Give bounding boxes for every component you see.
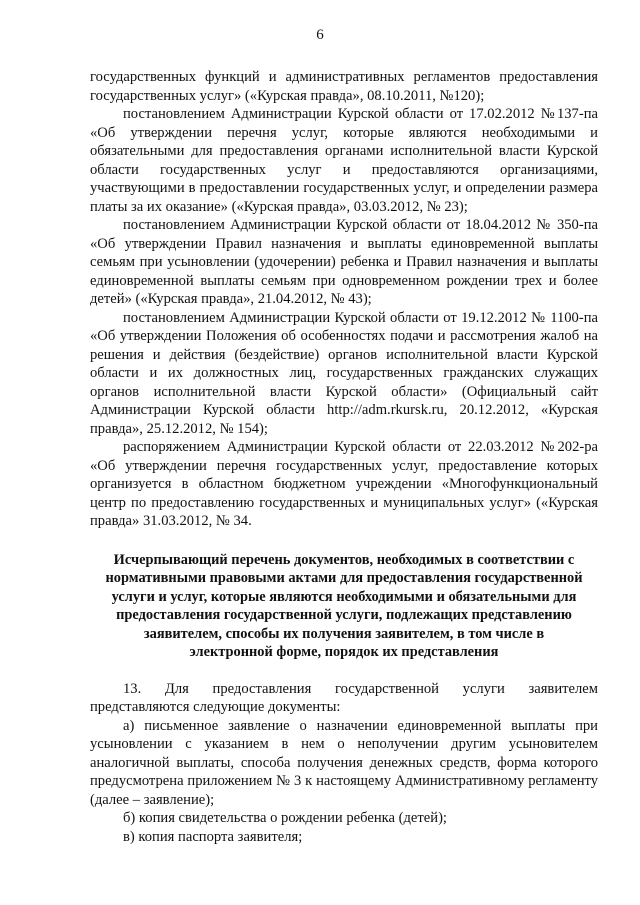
paragraph-legal-reference: постановлением Администрации Курской области от 19.12.2012 № 1100-па «Об утверждении Положения об особенностях подачи и рассмотрения жалоб на решения и действия (бездействие) органов исполнительной власти Курской области и их должностных лиц, государственных гражданских служащих органов исполнительной власти Курской области» (Официальный сайт Администрации Курской области http://adm.rkursk.ru, 20.12.2012, «Курская правда», 25.12.2012, № 154); xyxy=(90,309,598,437)
paragraph-legal-reference: постановлением Администрации Курской области от 17.02.2012 №137-па «Об утверждении перечня услуг, которые являются необходимыми и обязательными для предоставления органами исполнительной власти Курской области государственных услуг и предоставляются организациями, участвующими в предоставлении государственных услуг, и определении размера платы за их оказание» («Курская правда», 03.03.2012, № 23); xyxy=(90,106,598,215)
list-item-c: в) копия паспорта заявителя; xyxy=(123,828,303,845)
paragraph-legal-reference: государственных функций и административных регламентов предоставления государственных услуг» («Курская правда», 08.10.2011, №120); xyxy=(90,69,598,104)
paragraph-legal-reference: постановлением Администрации Курской области от 18.04.2012 № 350-па «Об утверждении Правил назначения и выплаты единовременной выплаты семьям при усыновлении (удочерении) ребенка и Правил назначения и выплаты единовременной выплаты семьям при одновременном рождении трех и более детей» («Курская правда», 21.04.2012, № 43); xyxy=(90,217,598,307)
paragraph-item-13: 13. Для предоставления государственной услуги заявителем представляются следующие документы: xyxy=(90,680,598,715)
document-body xyxy=(90,68,598,846)
paragraph-legal-reference: распоряжением Администрации Курской области от 22.03.2012 №202-ра «Об утверждении перечня государственных услуг, предоставление которых организуется в областном бюджетном учреждении «Многофункциональный центр по предоставлению государственных и муниципальных услуг» («Курская правда» 31.03.2012, № 34. xyxy=(90,439,598,529)
section-heading: Исчерпывающий перечень документов, необходимых в соответствии с нормативными правовыми актами для предоставления государственной услуги и услуг, которые являются необходимыми и обязательными для предоставления государственной услуги, подлежащих представлению заявителем, способы их получения заявителем, в том числе в электронной форме, порядок их представления xyxy=(105,551,583,660)
list-item-a: а) письменное заявление о назначении единовременной выплаты при усыновлении с указанием в нем о неполучении другим усыновителем аналогичной выплаты, способа получения денежных средств, форма которого предусмотрена приложением № 3 к настоящему Административному регламенту (далее – заявление); xyxy=(90,717,598,808)
list-item-b: б) копия свидетельства о рождении ребенка (детей); xyxy=(123,810,447,826)
page-number: 6 xyxy=(316,27,324,43)
